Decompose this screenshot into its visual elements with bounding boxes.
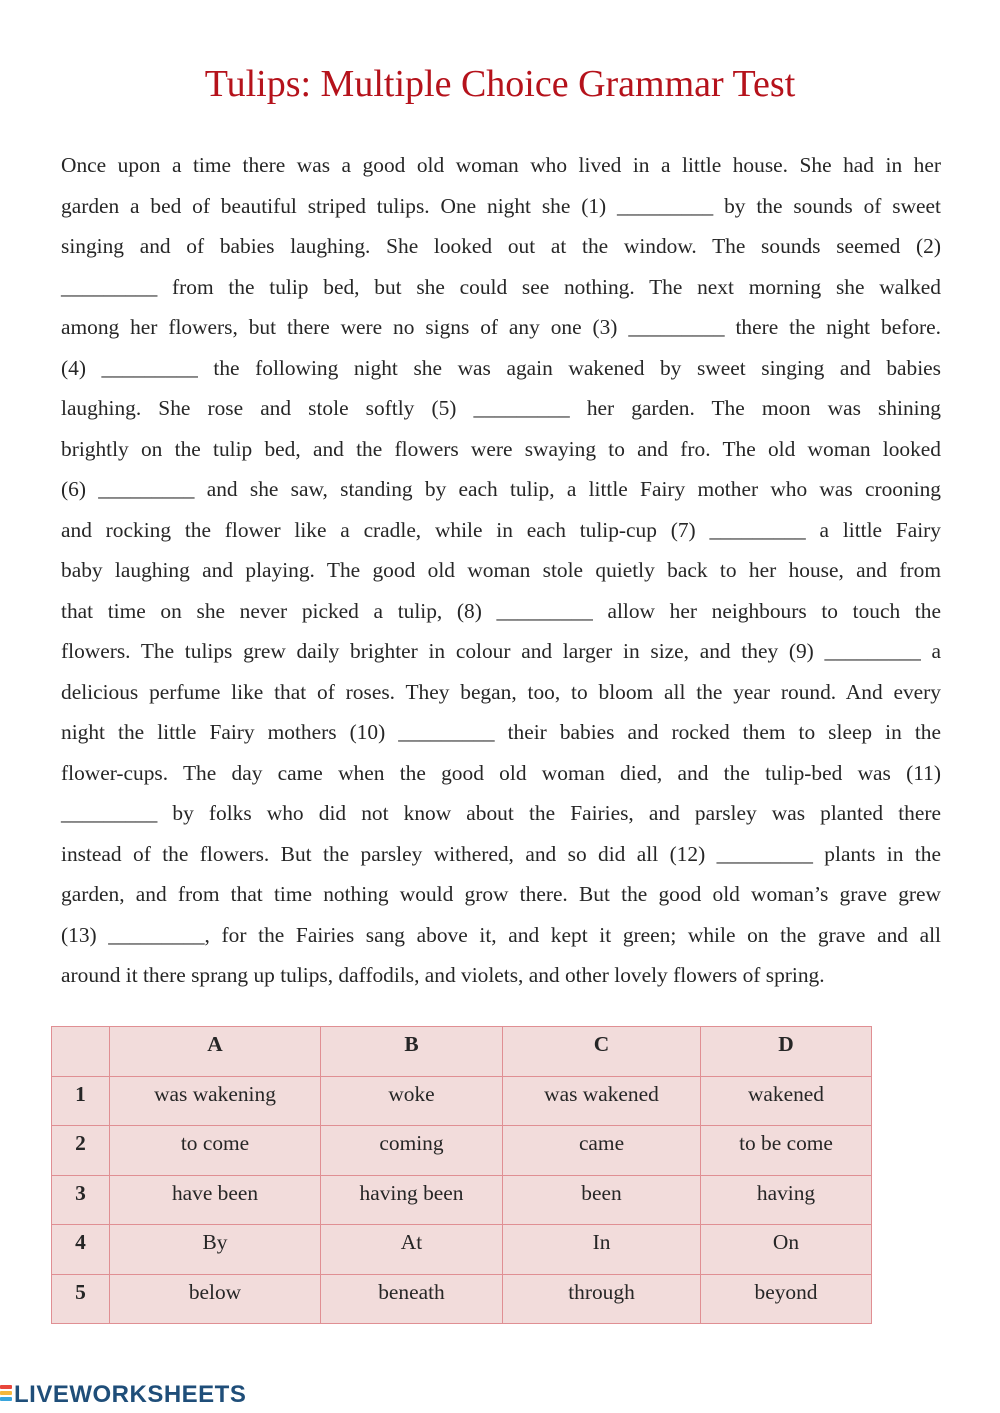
question-number: 1 (52, 1076, 110, 1126)
header-cell-c: C (503, 1027, 701, 1077)
passage-line: garden, and from that time nothing would grow there. But the good old woman’s grave grew (61, 882, 941, 906)
passage-line: laughing. She rose and stole softly (5) _________ her garden. The moon was shining (61, 396, 941, 420)
table-row (52, 1076, 872, 1126)
option-a: was wakening (110, 1076, 321, 1126)
option-a: have been (110, 1175, 321, 1225)
option-d: On (701, 1225, 872, 1275)
passage-line: night the little Fairy mothers (10) _________ their babies and rocked them to sleep in the (61, 720, 941, 744)
table-header-row (52, 1027, 872, 1077)
passage-line: and rocking the flower like a cradle, while in each tulip-cup (7) _________ a little Fairy (61, 517, 941, 542)
question-number: 2 (52, 1126, 110, 1176)
table-row (52, 1126, 872, 1176)
option-c: came (503, 1126, 701, 1176)
question-number: 4 (52, 1225, 110, 1275)
option-a: to come (110, 1126, 321, 1176)
passage-line: delicious perfume like that of roses. They began, too, to bloom all the year round. And every (61, 679, 941, 704)
passage-line: garden a bed of beautiful striped tulips. One night she (1) _________ by the sounds of sweet (61, 193, 941, 218)
option-d: having (701, 1175, 872, 1225)
option-a: below (110, 1274, 321, 1324)
passage-line: instead of the flowers. But the parsley withered, and so did all (12) _________ plants in the (61, 841, 941, 866)
option-c: been (503, 1175, 701, 1225)
option-a: By (110, 1225, 321, 1275)
option-b: beneath (321, 1274, 503, 1324)
passage-line: flowers. The tulips grew daily brighter in colour and larger in size, and they (9) _________ a (61, 639, 941, 663)
passage-line: _________ by folks who did not know about the Fairies, and parsley was planted there (61, 801, 941, 825)
passage-line: around it there sprang up tulips, daffodils, and violets, and other lovely flowers of spring. (61, 963, 825, 987)
header-cell-b: B (321, 1027, 503, 1077)
logo-bars-icon (0, 1385, 12, 1405)
option-c: was wakened (503, 1076, 701, 1126)
passage-line: (6) _________ and she saw, standing by each tulip, a little Fairy mother who was crooning (61, 477, 941, 501)
passage-line: Once upon a time there was a good old woman who lived in a little house. She had in her (61, 153, 941, 177)
option-b: woke (321, 1076, 503, 1126)
passage-line: that time on she never picked a tulip, (8) _________ allow her neighbours to touch the (61, 598, 941, 623)
option-d: to be come (701, 1126, 872, 1176)
passage-line: flower-cups. The day came when the good old woman died, and the tulip-bed was (11) (61, 760, 941, 785)
passage-line: (4) _________ the following night she was again wakened by sweet singing and babies (61, 355, 941, 380)
header-cell-blank (52, 1027, 110, 1077)
option-b: having been (321, 1175, 503, 1225)
option-c: through (503, 1274, 701, 1324)
header-cell-a: A (110, 1027, 321, 1077)
option-b: coming (321, 1126, 503, 1176)
page-title: Tulips: Multiple Choice Grammar Test (204, 63, 796, 105)
logo-text: LIVEWORKSHEETS (14, 1381, 247, 1408)
passage-line: baby laughing and playing. The good old woman stole quietly back to her house, and from (61, 558, 941, 582)
passage-line: _________ from the tulip bed, but she could see nothing. The next morning she walked (61, 274, 941, 299)
option-b: At (321, 1225, 503, 1275)
question-number: 3 (52, 1175, 110, 1225)
answer-options-table (51, 1026, 872, 1324)
option-d: wakened (701, 1076, 872, 1126)
passage-line: among her flowers, but there were no signs of any one (3) _________ there the night before. (61, 315, 941, 339)
story-passage (61, 145, 941, 996)
option-c: In (503, 1225, 701, 1275)
table-row (52, 1225, 872, 1275)
question-number: 5 (52, 1274, 110, 1324)
passage-line: (13) _________, for the Fairies sang above it, and kept it green; while on the grave and all (61, 922, 941, 947)
table-row (52, 1175, 872, 1225)
passage-line: brightly on the tulip bed, and the flowers were swaying to and fro. The old woman looked (61, 436, 941, 461)
liveworksheets-logo (0, 1383, 246, 1407)
option-d: beyond (701, 1274, 872, 1324)
table-row (52, 1274, 872, 1324)
passage-line: singing and of babies laughing. She looked out at the window. The sounds seemed (2) (61, 234, 941, 258)
header-cell-d: D (701, 1027, 872, 1077)
